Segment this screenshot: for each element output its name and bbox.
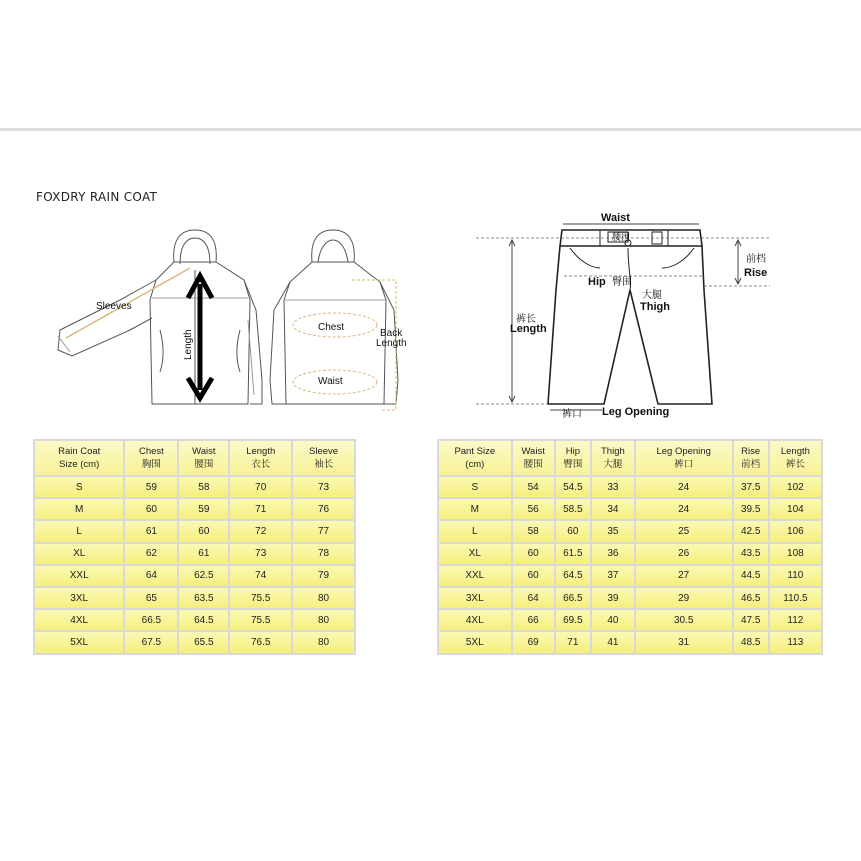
coat-table-header-cell — [35, 441, 123, 475]
coat-table-header-cn: 胸围 — [141, 459, 161, 470]
pant-table-cell: 35 — [592, 521, 634, 541]
sleeves-label: Sleeves — [96, 301, 132, 312]
coat-table-header-cell — [293, 441, 354, 475]
pant-table-cell: M — [439, 499, 511, 519]
pant-table-cell: 31 — [636, 632, 732, 652]
pant-table-cell: 54.5 — [556, 477, 590, 497]
coat-table-cell: XXL — [35, 566, 123, 586]
coat-table-cell: S — [35, 477, 123, 497]
pant-table-header-en: Rise — [741, 446, 761, 457]
pants-waist-label: Waist — [601, 212, 630, 224]
pant-table-header-cn: 裤口 — [674, 459, 694, 470]
pant-table-cell: 60 — [513, 566, 554, 586]
coat-table-cell: XL — [35, 544, 123, 564]
pant-table-cell: 47.5 — [734, 610, 768, 630]
coat-table-cell: 65 — [125, 588, 177, 608]
pant-table-cell: 110.5 — [770, 588, 821, 608]
coat-table-cell: 61 — [179, 544, 228, 564]
pants-leg-opening-label: Leg Opening — [602, 406, 670, 418]
pant-table-cell: 44.5 — [734, 566, 768, 586]
chest-label: Chest — [318, 322, 345, 333]
pant-table-cell: XXL — [439, 566, 511, 586]
coat-table-cell: M — [35, 499, 123, 519]
pants-rise-label: Rise — [744, 267, 768, 279]
pants-hip-label: Hip — [588, 276, 606, 288]
coat-table-cell: 5XL — [35, 632, 123, 652]
pant-table-header-en: Length — [780, 446, 810, 457]
pant-table-cell: S — [439, 477, 511, 497]
pant-table-cell: 54 — [513, 477, 554, 497]
coat-table-cell: 67.5 — [125, 632, 177, 652]
pant-table-cell: 46.5 — [734, 588, 768, 608]
pant-table-header-en: Pant Size — [454, 446, 496, 457]
coat-table-cell: 71 — [230, 499, 291, 519]
pants-thigh-cn-label: 大腿 — [642, 290, 662, 301]
pant-table-cell: 42.5 — [734, 521, 768, 541]
pant-table-cell: 71 — [556, 632, 590, 652]
coat-table-cell: 64.5 — [179, 610, 228, 630]
coat-table-cell: 70 — [230, 477, 291, 497]
pant-table-cell: 58.5 — [556, 499, 590, 519]
coat-table-row — [35, 499, 354, 519]
back-length-label: Length — [376, 338, 407, 349]
pant-table-row — [439, 544, 821, 564]
coat-table-row — [35, 588, 354, 608]
coat-table-cell: 62.5 — [179, 566, 228, 586]
pant-table-cell: 69.5 — [556, 610, 590, 630]
coat-table-cell: 64 — [125, 566, 177, 586]
coat-table-cell: 59 — [125, 477, 177, 497]
page-title: FOXDRY RAIN COAT — [36, 190, 158, 204]
pant-table-cell: 30.5 — [636, 610, 732, 630]
coat-table-cell: 78 — [293, 544, 354, 564]
coat-table-header-cell — [230, 441, 291, 475]
pant-table-cell: 60 — [513, 544, 554, 564]
coat-table-cell: 80 — [293, 610, 354, 630]
coat-table-header-en: Sleeve — [309, 446, 339, 457]
pant-table-cell: 108 — [770, 544, 821, 564]
pant-table-cell: 40 — [592, 610, 634, 630]
pant-table-cell: 113 — [770, 632, 821, 652]
pant-table-header-en: Hip — [565, 446, 580, 457]
coat-table-header-cell — [125, 441, 177, 475]
pant-table-cell: 43.5 — [734, 544, 768, 564]
pant-table-header-cell — [770, 441, 821, 475]
jacket-front-drawing — [58, 230, 262, 404]
pant-table-cell: L — [439, 521, 511, 541]
pant-table-header-cn: 腰围 — [523, 459, 543, 470]
coat-table-cell: 61 — [125, 521, 177, 541]
pant-table-cell: 112 — [770, 610, 821, 630]
coat-table-cell: 75.5 — [230, 588, 291, 608]
pant-table-cell: 61.5 — [556, 544, 590, 564]
pants-rise-cn-label: 前档 — [746, 254, 766, 265]
coat-table-cell: 60 — [125, 499, 177, 519]
pant-table-header-cell — [734, 441, 768, 475]
pant-table-header-cn: 前档 — [741, 459, 761, 470]
coat-table-cell: 58 — [179, 477, 228, 497]
pant-table-header-cn: 臀围 — [563, 459, 583, 470]
pants-waist-cn-label: 腰围 — [612, 232, 631, 242]
pants-leg-cn-label: 裤口 — [562, 409, 582, 420]
pant-table-cell: 37.5 — [734, 477, 768, 497]
pants-length-cn-label: 裤长 — [516, 314, 536, 325]
pant-table-cell: 66 — [513, 610, 554, 630]
coat-table-header-en: Length — [246, 446, 276, 457]
pant-table-cell: 3XL — [439, 588, 511, 608]
pant-table-header-cell — [592, 441, 634, 475]
coat-table-header-en: Rain Coat — [58, 446, 101, 457]
coat-table-cell: 66.5 — [125, 610, 177, 630]
coat-table-cell: 80 — [293, 632, 354, 652]
pant-table-header-en: Thigh — [601, 446, 625, 457]
pant-table-row — [439, 588, 821, 608]
pant-table-cell: 64 — [513, 588, 554, 608]
coat-table-cell: 73 — [293, 477, 354, 497]
coat-table-row — [35, 544, 354, 564]
pants-thigh-label: Thigh — [640, 301, 670, 313]
pant-table-header-cn: 裤长 — [785, 459, 805, 470]
pant-table-cell: 39 — [592, 588, 634, 608]
pant-table-cell: 29 — [636, 588, 732, 608]
pant-table-header-cell — [439, 441, 511, 475]
pant-table-cell: 64.5 — [556, 566, 590, 586]
pant-table-cell: 26 — [636, 544, 732, 564]
pant-table-header-cn: 大腿 — [603, 459, 623, 470]
pant-table-cell: 110 — [770, 566, 821, 586]
pant-table-row — [439, 499, 821, 519]
pants-drawing — [548, 230, 712, 404]
coat-table-header-en: Waist — [192, 446, 216, 457]
pant-table-cell: 33 — [592, 477, 634, 497]
pant-table-cell: 48.5 — [734, 632, 768, 652]
length-label: Length — [183, 329, 194, 360]
pant-table-cell: 25 — [636, 521, 732, 541]
coat-table-cell: 72 — [230, 521, 291, 541]
coat-table-cell: 79 — [293, 566, 354, 586]
pant-size-table — [437, 439, 823, 655]
coat-table-cell: 75.5 — [230, 610, 291, 630]
pant-table-header-cell — [513, 441, 554, 475]
pant-table-cell: 102 — [770, 477, 821, 497]
pant-table-cell: 58 — [513, 521, 554, 541]
pant-table-cell: 39.5 — [734, 499, 768, 519]
pant-table-header-cn: (cm) — [465, 459, 485, 470]
coat-table-header-cn: 衣长 — [251, 459, 271, 470]
back-label: Back — [380, 328, 403, 339]
coat-table-cell: 77 — [293, 521, 354, 541]
pant-table-cell: 66.5 — [556, 588, 590, 608]
coat-table-row — [35, 566, 354, 586]
pant-table-row — [439, 521, 821, 541]
pant-table-cell: 27 — [636, 566, 732, 586]
coat-table-cell: 4XL — [35, 610, 123, 630]
pants-length-label: Length — [510, 323, 547, 335]
pant-table-cell: 4XL — [439, 610, 511, 630]
coat-table-cell: 65.5 — [179, 632, 228, 652]
coat-table-row — [35, 632, 354, 652]
pant-table-cell: 37 — [592, 566, 634, 586]
pant-table-cell: 24 — [636, 499, 732, 519]
pant-table-cell: 104 — [770, 499, 821, 519]
rain-coat-size-table — [33, 439, 356, 655]
coat-table-header-cn: 袖长 — [314, 459, 334, 470]
coat-table-header-row — [35, 441, 354, 475]
coat-table-header-en: Chest — [138, 446, 164, 457]
pant-table-row — [439, 632, 821, 652]
pants-hip-cn-label: 臀围 — [612, 277, 632, 288]
pant-table-header-cell — [556, 441, 590, 475]
pant-table-cell: 24 — [636, 477, 732, 497]
coat-table-header-cn: Size (cm) — [59, 459, 100, 470]
pant-table-cell: 60 — [556, 521, 590, 541]
pant-table-cell: 69 — [513, 632, 554, 652]
coat-table-cell: 3XL — [35, 588, 123, 608]
coat-table-cell: L — [35, 521, 123, 541]
pant-table-cell: 5XL — [439, 632, 511, 652]
pant-table-header-en: Waist — [521, 446, 545, 457]
coat-table-cell: 63.5 — [179, 588, 228, 608]
coat-table-header-cell — [179, 441, 228, 475]
waist-label: Waist — [318, 376, 343, 387]
pant-table-cell: 56 — [513, 499, 554, 519]
coat-table-cell: 59 — [179, 499, 228, 519]
pant-table-header-cell — [636, 441, 732, 475]
coat-table-header-cn: 腰围 — [194, 459, 214, 470]
pant-table-cell: 36 — [592, 544, 634, 564]
pant-table-cell: XL — [439, 544, 511, 564]
coat-table-cell: 80 — [293, 588, 354, 608]
coat-table-cell: 76 — [293, 499, 354, 519]
coat-table-row — [35, 477, 354, 497]
pant-table-header-row — [439, 441, 821, 475]
pant-table-row — [439, 566, 821, 586]
pant-table-cell: 34 — [592, 499, 634, 519]
pant-table-cell: 41 — [592, 632, 634, 652]
coat-table-cell: 60 — [179, 521, 228, 541]
coat-table-cell: 62 — [125, 544, 177, 564]
pant-table-row — [439, 477, 821, 497]
coat-table-cell: 73 — [230, 544, 291, 564]
coat-table-cell: 76.5 — [230, 632, 291, 652]
coat-table-row — [35, 610, 354, 630]
coat-table-cell: 74 — [230, 566, 291, 586]
coat-table-row — [35, 521, 354, 541]
pant-table-row — [439, 610, 821, 630]
pant-table-cell: 106 — [770, 521, 821, 541]
pant-table-header-en: Leg Opening — [656, 446, 711, 457]
